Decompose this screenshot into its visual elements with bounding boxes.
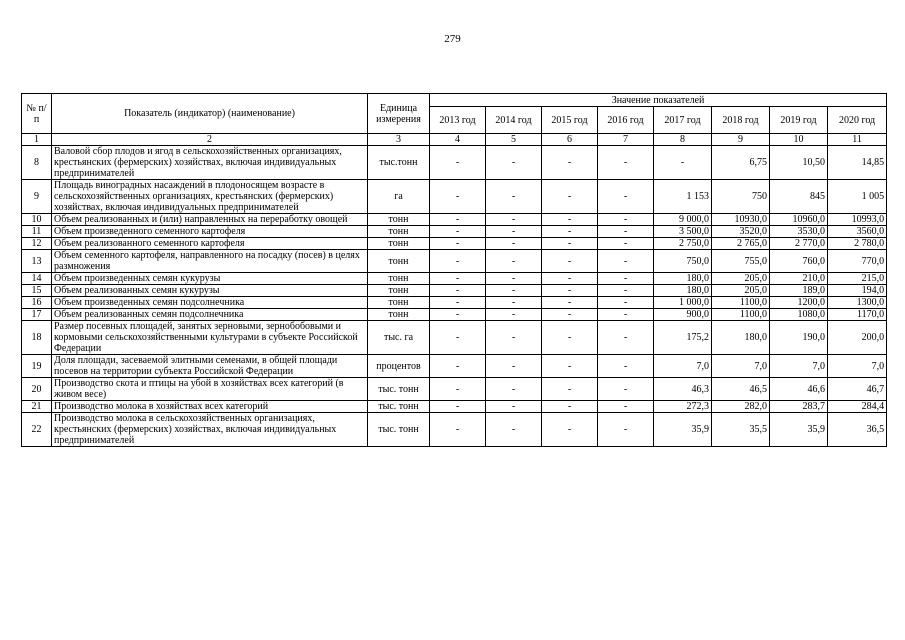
value-cell: - bbox=[430, 401, 486, 413]
table-row bbox=[22, 285, 887, 297]
value-cell: 35,9 bbox=[654, 413, 712, 447]
column-number: 3 bbox=[368, 134, 430, 146]
header-year: 2017 год bbox=[654, 107, 712, 134]
indicator-name: Объем реализованных и (или) направленных на переработку овощей bbox=[52, 214, 368, 226]
value-cell: - bbox=[542, 401, 598, 413]
table-row bbox=[22, 355, 887, 378]
table-row bbox=[22, 180, 887, 214]
value-cell: 1100,0 bbox=[712, 297, 770, 309]
row-number: 12 bbox=[22, 238, 52, 250]
value-cell: - bbox=[486, 285, 542, 297]
indicator-name: Объем реализованного семенного картофеля bbox=[52, 238, 368, 250]
value-cell: 1 005 bbox=[828, 180, 887, 214]
value-cell: 3520,0 bbox=[712, 226, 770, 238]
value-cell: 3530,0 bbox=[770, 226, 828, 238]
header-year: 2019 год bbox=[770, 107, 828, 134]
value-cell: 2 750,0 bbox=[654, 238, 712, 250]
value-cell: 10,50 bbox=[770, 146, 828, 180]
row-number: 10 bbox=[22, 214, 52, 226]
unit-cell: тонн bbox=[368, 285, 430, 297]
row-number: 11 bbox=[22, 226, 52, 238]
value-cell: - bbox=[598, 401, 654, 413]
value-cell: 760,0 bbox=[770, 250, 828, 273]
value-cell: - bbox=[430, 214, 486, 226]
page-number: 279 bbox=[444, 33, 461, 45]
value-cell: - bbox=[542, 226, 598, 238]
column-number: 10 bbox=[770, 134, 828, 146]
value-cell: - bbox=[654, 146, 712, 180]
row-number: 14 bbox=[22, 273, 52, 285]
indicator-name: Объем семенного картофеля, направленного на посадку (посев) в целях размножения bbox=[52, 250, 368, 273]
unit-cell: тонн bbox=[368, 273, 430, 285]
value-cell: 283,7 bbox=[770, 401, 828, 413]
unit-cell: тонн bbox=[368, 309, 430, 321]
table-row bbox=[22, 321, 887, 355]
indicator-name: Объем произведенных семян подсолнечника bbox=[52, 297, 368, 309]
value-cell: 10993,0 bbox=[828, 214, 887, 226]
column-number: 7 bbox=[598, 134, 654, 146]
row-number: 16 bbox=[22, 297, 52, 309]
value-cell: 1 153 bbox=[654, 180, 712, 214]
value-cell: - bbox=[598, 297, 654, 309]
value-cell: - bbox=[430, 413, 486, 447]
indicator-name: Производство молока в сельскохозяйственных организациях, крестьянских (фермерских) хозяйствах, включая индивидуальных предпринимателей bbox=[52, 413, 368, 447]
value-cell: - bbox=[430, 355, 486, 378]
table-row bbox=[22, 250, 887, 273]
value-cell: - bbox=[430, 226, 486, 238]
value-cell: - bbox=[430, 285, 486, 297]
column-number: 1 bbox=[22, 134, 52, 146]
value-cell: - bbox=[486, 146, 542, 180]
value-cell: - bbox=[542, 146, 598, 180]
value-cell: - bbox=[430, 378, 486, 401]
value-cell: 1170,0 bbox=[828, 309, 887, 321]
value-cell: 750 bbox=[712, 180, 770, 214]
row-number: 9 bbox=[22, 180, 52, 214]
table-row bbox=[22, 309, 887, 321]
value-cell: 46,5 bbox=[712, 378, 770, 401]
unit-cell: тыс. тонн bbox=[368, 378, 430, 401]
value-cell: 180,0 bbox=[712, 321, 770, 355]
row-number: 17 bbox=[22, 309, 52, 321]
value-cell: - bbox=[486, 378, 542, 401]
value-cell: 3560,0 bbox=[828, 226, 887, 238]
value-cell: 7,0 bbox=[770, 355, 828, 378]
value-cell: - bbox=[430, 309, 486, 321]
value-cell: 3 500,0 bbox=[654, 226, 712, 238]
unit-cell: тыс. тонн bbox=[368, 401, 430, 413]
value-cell: 10960,0 bbox=[770, 214, 828, 226]
indicator-name: Объем реализованных семян кукурузы bbox=[52, 285, 368, 297]
value-cell: - bbox=[430, 321, 486, 355]
value-cell: 7,0 bbox=[654, 355, 712, 378]
value-cell: - bbox=[486, 250, 542, 273]
value-cell: 205,0 bbox=[712, 273, 770, 285]
value-cell: 2 765,0 bbox=[712, 238, 770, 250]
value-cell: 7,0 bbox=[828, 355, 887, 378]
header-indicator: Показатель (индикатор) (наименование) bbox=[52, 94, 368, 134]
indicator-name: Объем произведенного семенного картофеля bbox=[52, 226, 368, 238]
value-cell: - bbox=[542, 285, 598, 297]
value-cell: - bbox=[430, 250, 486, 273]
value-cell: - bbox=[542, 214, 598, 226]
value-cell: 282,0 bbox=[712, 401, 770, 413]
value-cell: - bbox=[486, 214, 542, 226]
column-number: 5 bbox=[486, 134, 542, 146]
table-body bbox=[22, 146, 887, 447]
value-cell: - bbox=[598, 378, 654, 401]
value-cell: - bbox=[430, 273, 486, 285]
value-cell: 175,2 bbox=[654, 321, 712, 355]
value-cell: 6,75 bbox=[712, 146, 770, 180]
value-cell: - bbox=[486, 413, 542, 447]
value-cell: - bbox=[542, 321, 598, 355]
value-cell: 1 000,0 bbox=[654, 297, 712, 309]
value-cell: - bbox=[598, 321, 654, 355]
table-row bbox=[22, 297, 887, 309]
value-cell: - bbox=[486, 321, 542, 355]
column-numbers-row bbox=[22, 134, 887, 146]
indicator-name: Производство молока в хозяйствах всех категорий bbox=[52, 401, 368, 413]
row-number: 21 bbox=[22, 401, 52, 413]
value-cell: 2 770,0 bbox=[770, 238, 828, 250]
value-cell: - bbox=[542, 273, 598, 285]
header-num: № п/п bbox=[22, 94, 52, 134]
unit-cell: тыс. га bbox=[368, 321, 430, 355]
value-cell: - bbox=[486, 355, 542, 378]
table-row bbox=[22, 238, 887, 250]
unit-cell: тонн bbox=[368, 297, 430, 309]
row-number: 18 bbox=[22, 321, 52, 355]
header-values-group: Значение показателей bbox=[430, 94, 887, 107]
value-cell: 7,0 bbox=[712, 355, 770, 378]
value-cell: - bbox=[598, 250, 654, 273]
value-cell: 46,3 bbox=[654, 378, 712, 401]
value-cell: - bbox=[542, 378, 598, 401]
header-year: 2015 год bbox=[542, 107, 598, 134]
value-cell: 9 000,0 bbox=[654, 214, 712, 226]
row-number: 20 bbox=[22, 378, 52, 401]
indicator-name: Производство скота и птицы на убой в хозяйствах всех категорий (в живом весе) bbox=[52, 378, 368, 401]
value-cell: 1100,0 bbox=[712, 309, 770, 321]
value-cell: - bbox=[486, 180, 542, 214]
value-cell: - bbox=[598, 180, 654, 214]
value-cell: - bbox=[430, 146, 486, 180]
value-cell: 194,0 bbox=[828, 285, 887, 297]
indicator-name: Доля площади, засеваемой элитными семенами, в общей площади посевов на территории субъекта Российской Федерации bbox=[52, 355, 368, 378]
value-cell: - bbox=[486, 238, 542, 250]
column-number: 4 bbox=[430, 134, 486, 146]
value-cell: 189,0 bbox=[770, 285, 828, 297]
table-row bbox=[22, 413, 887, 447]
value-cell: 1200,0 bbox=[770, 297, 828, 309]
row-number: 13 bbox=[22, 250, 52, 273]
value-cell: - bbox=[486, 273, 542, 285]
value-cell: 750,0 bbox=[654, 250, 712, 273]
value-cell: 272,3 bbox=[654, 401, 712, 413]
value-cell: 1080,0 bbox=[770, 309, 828, 321]
value-cell: 900,0 bbox=[654, 309, 712, 321]
value-cell: 14,85 bbox=[828, 146, 887, 180]
unit-cell: тонн bbox=[368, 214, 430, 226]
row-number: 15 bbox=[22, 285, 52, 297]
value-cell: 190,0 bbox=[770, 321, 828, 355]
value-cell: 46,7 bbox=[828, 378, 887, 401]
value-cell: - bbox=[486, 401, 542, 413]
value-cell: - bbox=[542, 180, 598, 214]
header-year: 2013 год bbox=[430, 107, 486, 134]
value-cell: - bbox=[430, 180, 486, 214]
unit-cell: га bbox=[368, 180, 430, 214]
unit-cell: тонн bbox=[368, 226, 430, 238]
header-unit: Единица измерения bbox=[368, 94, 430, 134]
value-cell: 215,0 bbox=[828, 273, 887, 285]
value-cell: 845 bbox=[770, 180, 828, 214]
value-cell: 1300,0 bbox=[828, 297, 887, 309]
value-cell: 180,0 bbox=[654, 285, 712, 297]
unit-cell: процентов bbox=[368, 355, 430, 378]
value-cell: - bbox=[598, 273, 654, 285]
column-number: 6 bbox=[542, 134, 598, 146]
value-cell: - bbox=[598, 238, 654, 250]
unit-cell: тонн bbox=[368, 238, 430, 250]
value-cell: - bbox=[542, 309, 598, 321]
value-cell: 180,0 bbox=[654, 273, 712, 285]
unit-cell: тыс.тонн bbox=[368, 146, 430, 180]
value-cell: 755,0 bbox=[712, 250, 770, 273]
unit-cell: тонн bbox=[368, 250, 430, 273]
value-cell: 10930,0 bbox=[712, 214, 770, 226]
value-cell: - bbox=[542, 355, 598, 378]
unit-cell: тыс. тонн bbox=[368, 413, 430, 447]
value-cell: - bbox=[430, 297, 486, 309]
column-number: 9 bbox=[712, 134, 770, 146]
indicator-name: Размер посевных площадей, занятых зерновыми, зернобобовыми и кормовыми сельскохозяйственными культурами в субъекте Российской Федерации bbox=[52, 321, 368, 355]
table-row bbox=[22, 146, 887, 180]
value-cell: - bbox=[542, 250, 598, 273]
value-cell: - bbox=[486, 309, 542, 321]
value-cell: - bbox=[598, 309, 654, 321]
value-cell: - bbox=[598, 226, 654, 238]
value-cell: - bbox=[598, 413, 654, 447]
indicator-name: Объем реализованных семян подсолнечника bbox=[52, 309, 368, 321]
value-cell: - bbox=[486, 297, 542, 309]
value-cell: - bbox=[542, 297, 598, 309]
value-cell: 210,0 bbox=[770, 273, 828, 285]
table-row bbox=[22, 273, 887, 285]
value-cell: 205,0 bbox=[712, 285, 770, 297]
indicator-name: Валовой сбор плодов и ягод в сельскохозяйственных организациях, крестьянских (фермерских) хозяйствах, включая индивидуальных предпринимателей bbox=[52, 146, 368, 180]
column-number: 11 bbox=[828, 134, 887, 146]
row-number: 22 bbox=[22, 413, 52, 447]
table-row bbox=[22, 226, 887, 238]
header-row bbox=[22, 94, 887, 107]
value-cell: 200,0 bbox=[828, 321, 887, 355]
header-year: 2014 год bbox=[486, 107, 542, 134]
value-cell: - bbox=[598, 285, 654, 297]
value-cell: - bbox=[486, 226, 542, 238]
value-cell: 46,6 bbox=[770, 378, 828, 401]
indicator-name: Площадь виноградных насаждений в плодоносящем возрасте в сельскохозяйственных организациях, крестьянских (фермерских) хозяйствах, включая индивидуальных предпринимателей bbox=[52, 180, 368, 214]
value-cell: 35,9 bbox=[770, 413, 828, 447]
header-year: 2020 год bbox=[828, 107, 887, 134]
value-cell: 2 780,0 bbox=[828, 238, 887, 250]
value-cell: - bbox=[542, 413, 598, 447]
value-cell: - bbox=[598, 214, 654, 226]
table-row bbox=[22, 214, 887, 226]
value-cell: - bbox=[598, 355, 654, 378]
table-row bbox=[22, 401, 887, 413]
value-cell: - bbox=[430, 238, 486, 250]
header-year: 2018 год bbox=[712, 107, 770, 134]
indicator-name: Объем произведенных семян кукурузы bbox=[52, 273, 368, 285]
row-number: 19 bbox=[22, 355, 52, 378]
column-number: 8 bbox=[654, 134, 712, 146]
value-cell: 35,5 bbox=[712, 413, 770, 447]
value-cell: - bbox=[542, 238, 598, 250]
value-cell: 36,5 bbox=[828, 413, 887, 447]
table-row bbox=[22, 378, 887, 401]
value-cell: 770,0 bbox=[828, 250, 887, 273]
value-cell: - bbox=[598, 146, 654, 180]
value-cell: 284,4 bbox=[828, 401, 887, 413]
column-number: 2 bbox=[52, 134, 368, 146]
header-year: 2016 год bbox=[598, 107, 654, 134]
indicators-table bbox=[21, 93, 887, 447]
row-number: 8 bbox=[22, 146, 52, 180]
